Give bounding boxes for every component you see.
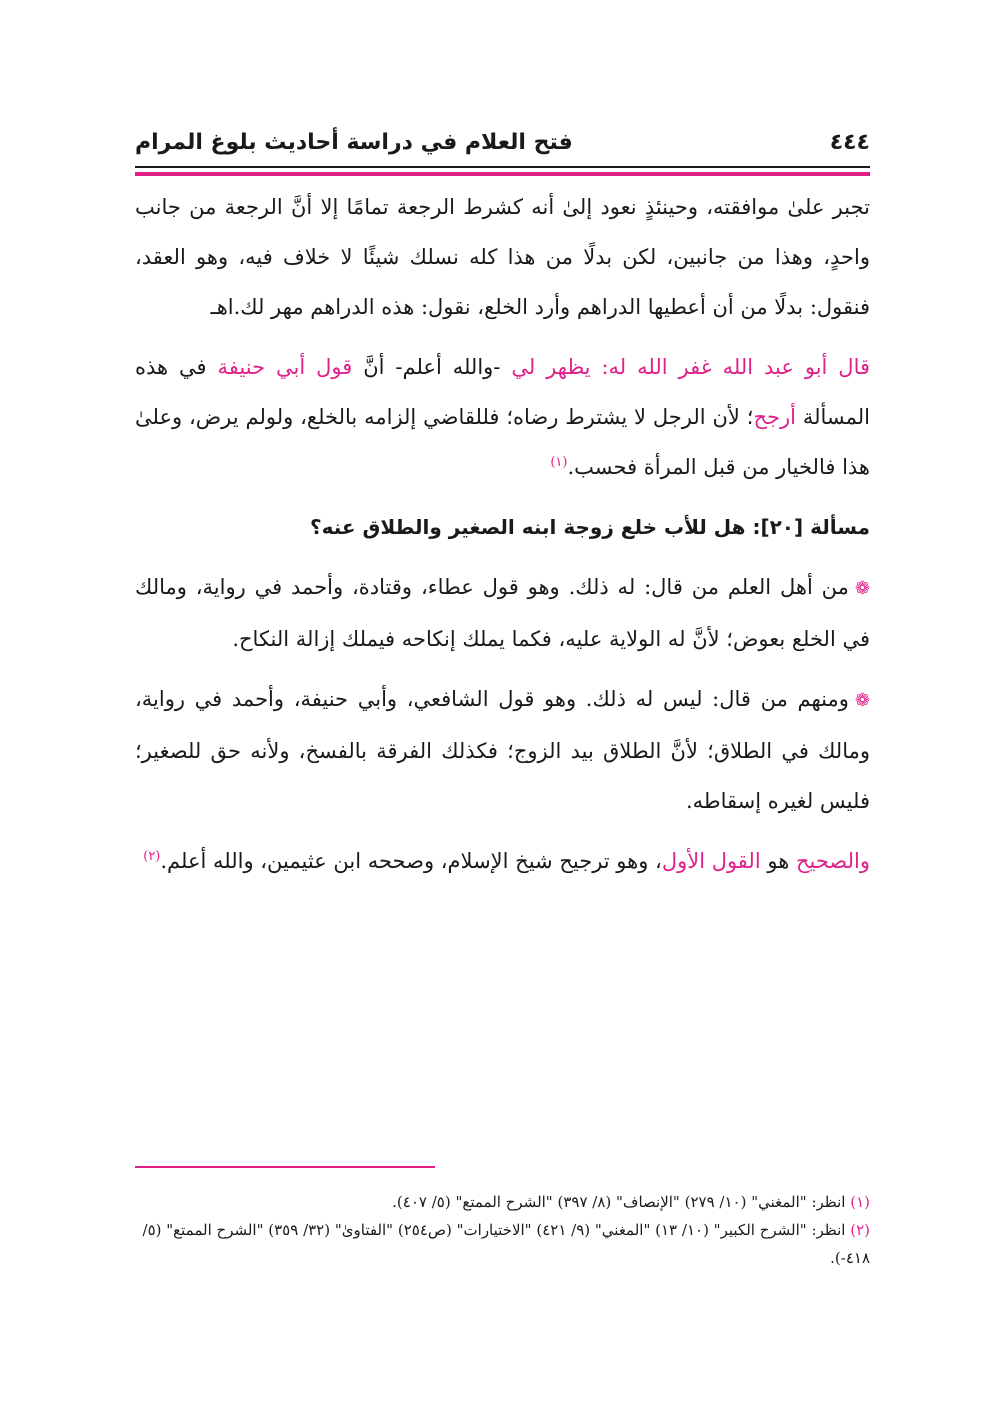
footnotes bbox=[135, 1188, 870, 1272]
footnote-marker-2[interactable]: (٢) bbox=[143, 849, 161, 864]
paragraph-quote-end: تجبر علىٰ موافقته، وحينئذٍ نعود إلىٰ أنه كشرط الرجعة تمامًا إلا أنَّ الرجعة من جانب واحدٍ، وهذا من جانبين، لكن بدلًا من هذا كله نسلك شيئًا لا خلاف فيه، وهو العقد، فنقول: بدلًا من أن أعطيها الدراهم وأرد الخلع، نقول: هذه الدراهم مهر لك.اهـ bbox=[135, 195, 870, 319]
text-run bbox=[591, 355, 602, 379]
header-rule-black bbox=[135, 166, 870, 168]
correct-word: والصحيح bbox=[795, 849, 870, 873]
author-attribution: قال أبو عبد الله غفر الله له: bbox=[601, 355, 871, 379]
paragraph-opinion-2 bbox=[135, 674, 870, 826]
flower-bullet-icon: ❁ bbox=[854, 690, 870, 711]
page bbox=[135, 0, 870, 1418]
body-text bbox=[135, 182, 870, 886]
paragraph-conclusion bbox=[135, 836, 870, 886]
book-title: فتح العلام في دراسة أحاديث بلوغ المرام bbox=[135, 130, 573, 155]
text-run: من أهل العلم من قال: له ذلك. وهو قول عطاء، وقتادة، وأحمد في رواية، ومالك في الخلع بعوض؛ لأنَّ له الولاية عليه، فكما يملك إنكاحه فيملك إزالة النكاح. bbox=[135, 575, 870, 651]
footnote-number: (١) bbox=[850, 1193, 870, 1211]
footnote-number: (٢) bbox=[850, 1221, 870, 1239]
text-run: -والله أعلم- أنَّ bbox=[352, 355, 512, 379]
footnote-1 bbox=[135, 1188, 870, 1216]
first-opinion: القول الأول bbox=[661, 849, 761, 873]
abu-hanifa-opinion: قول أبي حنيفة bbox=[217, 355, 353, 379]
footnote-2 bbox=[135, 1216, 870, 1272]
header-rule-pink bbox=[135, 172, 870, 176]
text-run: في هذه المسألة bbox=[135, 355, 870, 429]
preferred-word: أرجح bbox=[753, 405, 796, 429]
text-run: ومنهم من قال: ليس له ذلك. وهو قول الشافعي، وأبي حنيفة، وأحمد في رواية، ومالك في الطلاق؛ لأنَّ الطلاق بيد الزوج؛ فكذلك الفرقة بالفسخ، ولأنه حق للصغير؛ فليس لغيره إسقاطه. bbox=[135, 687, 870, 813]
paragraph-author-opinion bbox=[135, 342, 870, 492]
footnote-text: انظر: "المغني" (١٠/ ٢٧٩) "الإنصاف" (٨/ ٣٩٧) "الشرح الممتع" (٥/ ٤٠٧). bbox=[392, 1193, 846, 1211]
paragraph-opinion-1 bbox=[135, 562, 870, 664]
appears-to-me: يظهر لي bbox=[511, 355, 591, 379]
footnote-rule bbox=[135, 1166, 435, 1168]
text-run: ، وهو ترجيح شيخ الإسلام، وصححه ابن عثيمين، والله أعلم. bbox=[160, 849, 662, 873]
flower-bullet-icon: ❁ bbox=[854, 578, 870, 599]
footnote-marker-1[interactable]: (١) bbox=[550, 455, 568, 470]
running-header bbox=[135, 128, 870, 164]
page-number: ٤٤٤ bbox=[829, 130, 870, 155]
footnote-text: انظر: "الشرح الكبير" (١٠/ ١٣) "المغني" (٩/ ٤٢١) "الاختيارات" (ص٢٥٤) "الفتاوىٰ" (٣٢/ ٣٥٩) "الشرح الممتع" (٥/ ٤١٨-). bbox=[142, 1221, 870, 1267]
text-run: هو bbox=[760, 849, 796, 873]
text-run: ؛ لأن الرجل لا يشترط رضاه؛ فللقاضي إلزامه بالخلع، ولولم يرض، وعلىٰ هذا فالخيار من قبل المرأة فحسب. bbox=[135, 405, 870, 479]
section-heading: مسألة [٢٠]: هل للأب خلع زوجة ابنه الصغير والطلاق عنه؟ bbox=[309, 515, 870, 539]
